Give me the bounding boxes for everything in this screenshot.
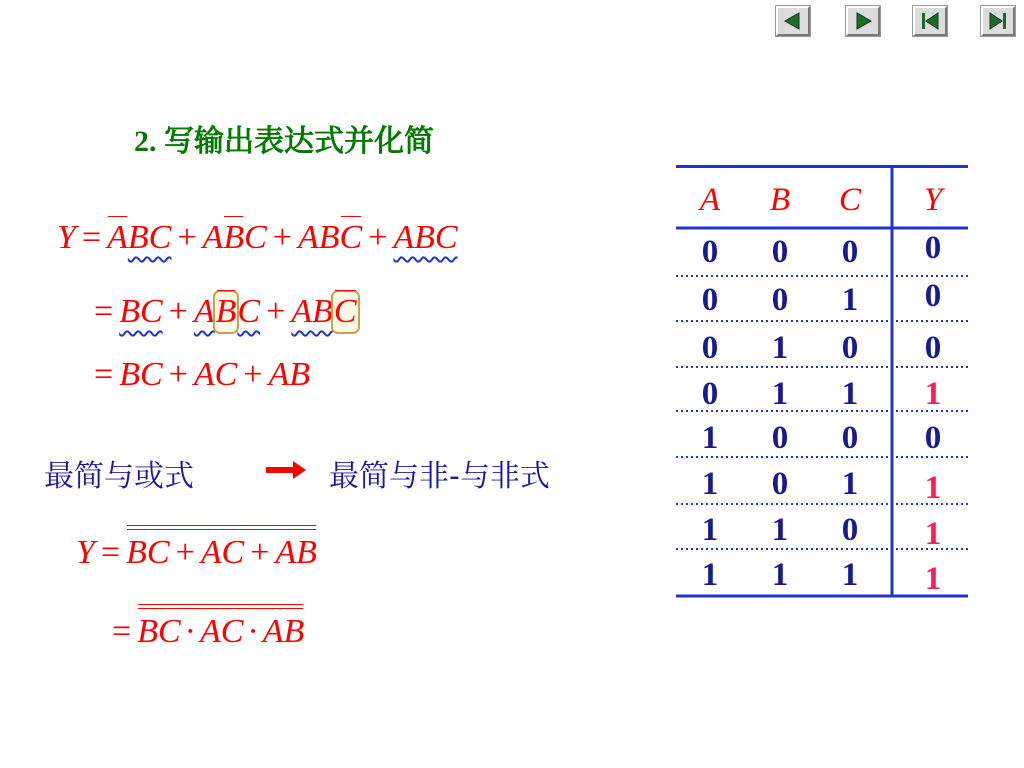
triangle-left-icon: [778, 8, 808, 34]
eq2-term1: BC: [119, 293, 163, 330]
eq1-term4: ABC: [393, 219, 458, 256]
truth-table-cell-r6-c: 0: [841, 512, 859, 548]
next-slide-button[interactable]: [846, 6, 880, 36]
eq1-term2: [203, 219, 267, 256]
truth-table-cell-r3-a: 0: [701, 376, 719, 412]
eq4-term1: BC: [126, 534, 170, 571]
truth-table-cell-r1-c: 1: [841, 282, 859, 318]
phrase-min-sop: 最简与或式: [44, 459, 194, 494]
previous-slide-button[interactable]: [776, 6, 810, 36]
truth-table-cell-r5-b: 0: [771, 466, 789, 502]
eq2-equals: =: [94, 293, 114, 330]
eq2-term3: [291, 292, 357, 332]
eq1-term1-BC: BC: [127, 219, 172, 256]
heading-text: 写输出表达式并化简: [164, 125, 434, 158]
truth-table-header-c: C: [838, 182, 861, 218]
equation-nand-nand: [112, 612, 304, 652]
eq5-term3: AB: [262, 613, 305, 650]
last-slide-button[interactable]: [981, 6, 1015, 36]
eq2-term2-highlight: [215, 292, 238, 332]
truth-table-cell-r2-c: 0: [841, 330, 859, 366]
eq3-term1: BC: [119, 356, 163, 393]
truth-table-header-a: A: [699, 182, 721, 218]
truth-table-cell-r0-y: 0: [924, 230, 942, 266]
equation-double-negation: [76, 533, 317, 573]
truth-table-cell-r7-c: 1: [841, 557, 859, 593]
eq3-plus1: +: [168, 356, 188, 393]
truth-table-cell-r4-b: 0: [771, 420, 789, 456]
truth-table-cell-r6-a: 1: [701, 512, 719, 548]
eq5-dot2: ·: [247, 613, 259, 650]
truth-table-cell-r0-b: 0: [771, 234, 789, 270]
eq1-plus3: +: [368, 219, 388, 256]
truth-table-cell-r7-b: 1: [771, 557, 789, 593]
section-heading: [134, 116, 434, 160]
truth-table-header-b: B: [769, 182, 791, 218]
truth-table-cell-r0-a: 0: [701, 234, 719, 270]
truth-table-cell-r1-b: 0: [771, 282, 789, 318]
eq4-double-bar-expression: [126, 533, 317, 573]
eq2-term2: [194, 292, 260, 332]
eq1-plus1: +: [177, 219, 197, 256]
eq1-Y: Y: [57, 219, 76, 256]
eq2-term3-C-bar: C: [333, 293, 357, 330]
truth-table-cell-r6-y: 1: [924, 516, 942, 552]
eq5-dot1: ·: [184, 613, 196, 650]
truth-table-cell-r1-y: 0: [924, 278, 942, 314]
eq4-plus2: +: [250, 534, 270, 571]
truth-table-cell-r2-a: 0: [701, 330, 719, 366]
eq5-equals: =: [112, 613, 132, 650]
eq4-Y: Y: [76, 534, 95, 571]
equation-step-2: [94, 292, 358, 332]
eq1-term3-C-bar: C: [339, 219, 363, 256]
eq1-term1: [107, 218, 171, 258]
eq4-term2: AC: [200, 534, 245, 571]
phrase-min-nand-nand: 最简与非-与非式: [329, 459, 550, 494]
eq5-term2: AC: [199, 613, 244, 650]
eq4-equals: =: [100, 534, 121, 571]
truth-table-cell-r4-y: 0: [924, 420, 942, 456]
eq2-term2-A: A: [193, 293, 215, 330]
eq5-term1: BC: [137, 613, 181, 650]
eq2-term2-C: C: [237, 293, 261, 330]
eq3-plus2: +: [243, 356, 263, 393]
truth-table-cell-r2-y: 0: [924, 330, 942, 366]
truth-table-cell-r1-a: 0: [701, 282, 719, 318]
truth-table-cell-r7-y: 1: [924, 561, 942, 597]
heading-number: 2.: [134, 125, 157, 158]
truth-table-cell-r2-b: 1: [771, 330, 789, 366]
eq1-term2-A: A: [202, 219, 224, 256]
arrow-right-icon: [266, 460, 308, 480]
eq3-term2: AC: [193, 356, 238, 393]
eq3-term3: AB: [268, 356, 311, 393]
truth-table-cell-r3-b: 1: [771, 376, 789, 412]
eq1-term2-C: C: [244, 219, 267, 256]
eq2-plus2: +: [266, 293, 286, 330]
eq3-equals: =: [94, 356, 114, 393]
truth-table-cell-r0-c: 0: [841, 234, 859, 270]
eq2-term2-B-bar: B: [215, 293, 237, 330]
truth-table-cell-r6-b: 1: [771, 512, 789, 548]
eq1-term1-A-bar: A: [107, 219, 128, 256]
truth-table-cell-r3-y: 1: [924, 376, 942, 412]
eq4-term3: AB: [275, 534, 317, 571]
triangle-right-icon: [848, 8, 878, 34]
eq1-plus2: +: [272, 219, 292, 256]
truth-table-cell-r5-c: 1: [841, 466, 859, 502]
equation-simplified: [94, 355, 310, 395]
eq2-plus1: +: [168, 293, 188, 330]
eq1-equals: =: [81, 219, 102, 256]
truth-table-cell-r3-c: 1: [841, 376, 859, 412]
truth-table-cell-r7-a: 1: [701, 557, 719, 593]
eq5-nand-expression: [137, 612, 304, 652]
eq2-term3-AB: AB: [291, 293, 333, 330]
eq1-term3-AB: AB: [297, 219, 340, 256]
skip-to-last-icon: [983, 8, 1013, 34]
first-slide-button[interactable]: [913, 6, 947, 36]
eq4-plus1: +: [175, 534, 195, 571]
eq2-term3-highlight: [333, 292, 358, 332]
truth-table-cell-r4-a: 1: [701, 420, 719, 456]
equation-sum-of-minterms: [57, 218, 458, 258]
truth-table-cell-r5-a: 1: [701, 466, 719, 502]
skip-to-first-icon: [915, 8, 945, 34]
truth-table-cell-r4-c: 0: [841, 420, 859, 456]
eq1-term2-B-bar: B: [223, 219, 245, 256]
eq1-term3: [298, 219, 362, 256]
truth-table-cell-r5-y: 1: [924, 470, 942, 506]
truth-table-header-y: Y: [923, 182, 943, 218]
